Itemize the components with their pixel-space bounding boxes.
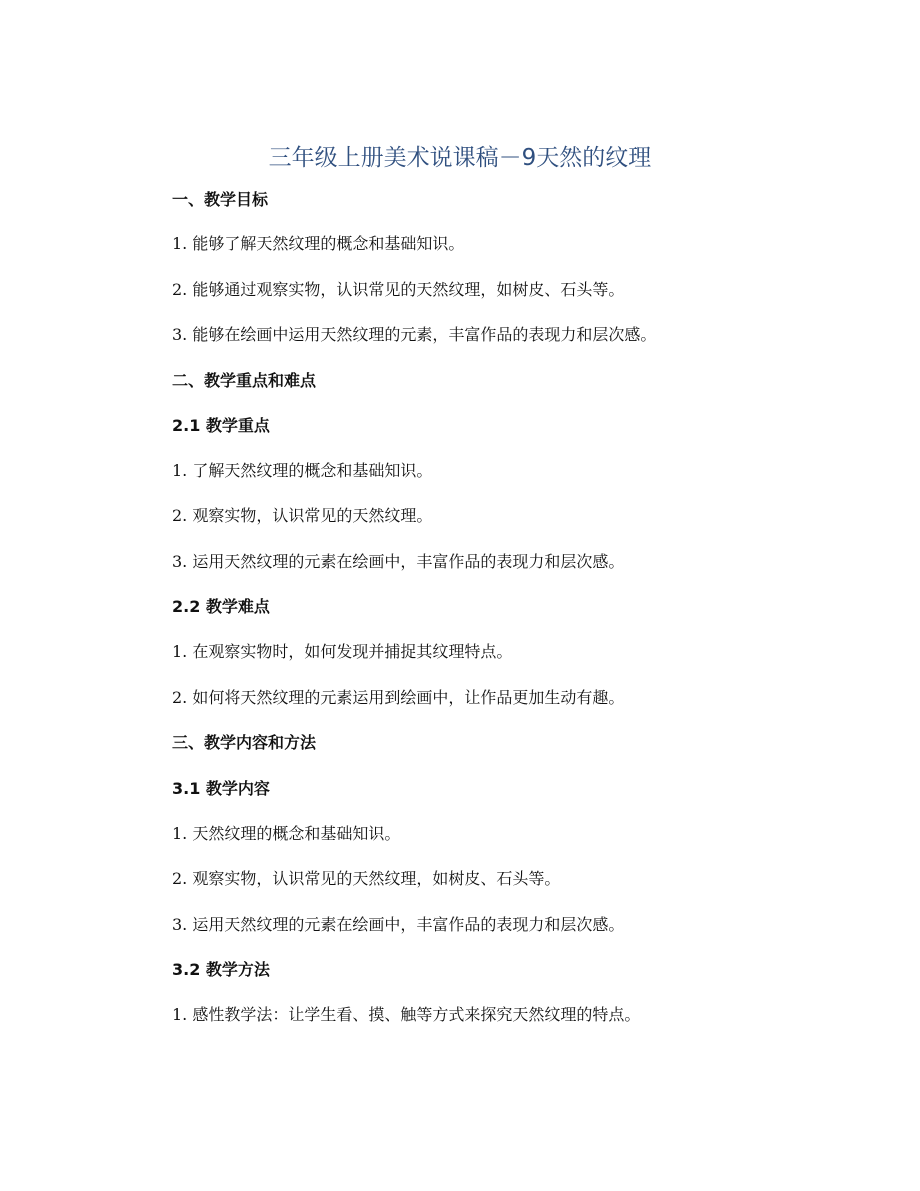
key-point-item-3: 3. 运用天然纹理的元素在绘画中，丰富作品的表现力和层次感。 — [172, 552, 625, 571]
difficulty-item-1: 1. 在观察实物时，如何发现并捕捉其纹理特点。 — [172, 642, 513, 661]
section-heading-objectives: 一、教学目标 — [172, 190, 269, 209]
method-item-1: 1. 感性教学法：让学生看、摸、触等方式来探究天然纹理的特点。 — [172, 1005, 641, 1024]
subsection-heading-2-2: 2.2 教学难点 — [172, 597, 270, 616]
objective-item-1: 1. 能够了解天然纹理的概念和基础知识。 — [172, 234, 465, 253]
content-item-1: 1. 天然纹理的概念和基础知识。 — [172, 824, 401, 843]
document-title: 三年级上册美术说课稿－9天然的纹理 — [268, 145, 652, 171]
objective-item-2: 2. 能够通过观察实物，认识常见的天然纹理，如树皮、石头等。 — [172, 280, 625, 299]
section-heading-content-methods: 三、教学内容和方法 — [172, 733, 317, 752]
key-point-item-1: 1. 了解天然纹理的概念和基础知识。 — [172, 461, 433, 480]
key-point-item-2: 2. 观察实物，认识常见的天然纹理。 — [172, 506, 433, 525]
content-item-2: 2. 观察实物，认识常见的天然纹理，如树皮、石头等。 — [172, 869, 561, 888]
subsection-heading-3-1: 3.1 教学内容 — [172, 779, 270, 798]
content-item-3: 3. 运用天然纹理的元素在绘画中，丰富作品的表现力和层次感。 — [172, 915, 625, 934]
subsection-heading-3-2: 3.2 教学方法 — [172, 960, 270, 979]
section-heading-key-points: 二、教学重点和难点 — [172, 371, 317, 390]
objective-item-3: 3. 能够在绘画中运用天然纹理的元素，丰富作品的表现力和层次感。 — [172, 325, 657, 344]
difficulty-item-2: 2. 如何将天然纹理的元素运用到绘画中，让作品更加生动有趣。 — [172, 688, 625, 707]
subsection-heading-2-1: 2.1 教学重点 — [172, 416, 270, 435]
